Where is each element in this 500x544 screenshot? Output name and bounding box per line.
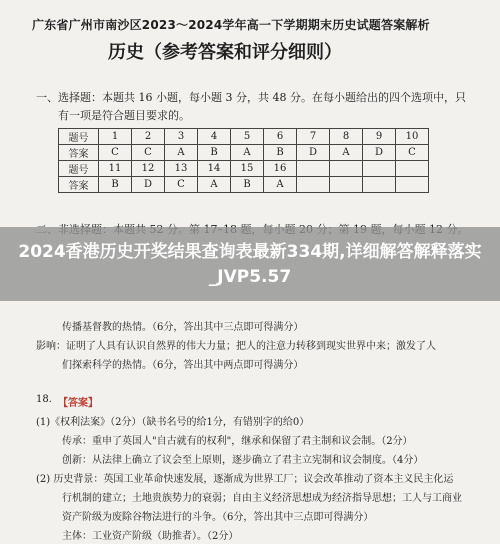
answer-table-row-header: 题号 [59, 161, 99, 177]
answer-table-cell: 13 [165, 161, 198, 177]
answer-table-row-header: 答案 [59, 177, 99, 193]
q18-number: 18. [36, 394, 52, 405]
answer-table-row [59, 145, 429, 161]
answer-table-cell: C [132, 145, 165, 161]
answer-table-cell [297, 177, 330, 193]
answer-table-cell: C [165, 177, 198, 193]
answer-table-cell [396, 161, 429, 177]
answer-table-cell: B [231, 177, 264, 193]
answer-table-cell: 11 [99, 161, 132, 177]
q18-item-1: (1)《权利法案》（2分）（缺书名号的给1分，有错别字的给0） [36, 417, 310, 428]
answer-table-cell [363, 161, 396, 177]
answer-table-cell [363, 177, 396, 193]
q18-item-7: 主体：工业资产阶级（助推者）。（2分） [62, 531, 239, 542]
answer-table-row-header: 题号 [59, 129, 99, 145]
answer-table-cell: 8 [330, 129, 363, 145]
q18-answer-tag: 【答案】 [58, 398, 98, 409]
overlay-banner-text: 2024香港历史开奖结果查询表最新334期,详细解答解释落实_JVP5.57 [18, 242, 482, 287]
q18-item-6: 资产阶级为废除谷物法进行的斗争。（6分，答出其中三点即可得满分） [62, 512, 374, 523]
answer-table-cell: D [132, 177, 165, 193]
answer-table-cell: 4 [198, 129, 231, 145]
q17-line-3: 们探索科学的热情。（6分，答出其中两点即可得满分） [62, 360, 304, 371]
answer-table-cell [330, 177, 363, 193]
answer-table-cell [330, 161, 363, 177]
answer-table-cell: 16 [264, 161, 297, 177]
answer-table-cell: 2 [132, 129, 165, 145]
subject-heading: 历史（参考答案和评分细则） [108, 42, 342, 63]
answer-table-cell: 5 [231, 129, 264, 145]
answer-table-cell: 12 [132, 161, 165, 177]
answer-table-cell: B [198, 145, 231, 161]
document-title: 广东省广州市南沙区2023～2024学年高一下学期期末历史试题答案解析 [32, 18, 430, 32]
answer-table-cell: A [231, 145, 264, 161]
answer-table-row-header: 答案 [59, 145, 99, 161]
answer-table-cell: D [363, 145, 396, 161]
answer-table-cell [396, 177, 429, 193]
answer-table-cell: A [330, 145, 363, 161]
answer-table [58, 128, 429, 193]
answer-table-cell: 1 [99, 129, 132, 145]
answer-table-cell: 3 [165, 129, 198, 145]
q18-item-5: 行机制的建立；土地贵族势力的衰弱；自由主义经济思想成为经济指导思想；工人与工商业 [62, 493, 462, 504]
q18-item-2: 传承：重申了英国人"自古就有的权利"，继承和保留了君主制和议会制。（2分） [62, 436, 413, 447]
answer-table-cell: C [396, 145, 429, 161]
answer-table-cell: D [297, 145, 330, 161]
q18-item-4: (2) 历史背景：英国工业革命快速发展，逐渐成为世界工厂；议会改革推动了资本主义民主化运 [36, 474, 454, 485]
answer-table-cell: B [264, 145, 297, 161]
answer-table-cell: 10 [396, 129, 429, 145]
q17-line-1: 传播基督教的热情。（6分，答出其中三点即可得满分） [62, 322, 304, 333]
section1-heading-line1: 一、选择题：本题共 16 小题，每小题 3 分，共 48 分。在每小题给出的四个选项中，只 [36, 91, 466, 104]
answer-table-cell: 7 [297, 129, 330, 145]
answer-table-cell: 14 [198, 161, 231, 177]
answer-table-cell: 9 [363, 129, 396, 145]
q17-line-2: 影响：证明了人具有认识自然界的伟大力量；把人的注意力转移到现实世界中来；激发了人 [36, 341, 436, 352]
answer-table-cell: C [99, 145, 132, 161]
answer-table-cell: 15 [231, 161, 264, 177]
answer-table-cell [297, 161, 330, 177]
section1-heading-line2: 有一项是符合题目要求的。 [58, 109, 190, 122]
answer-table-row [59, 161, 429, 177]
answer-table-cell: A [165, 145, 198, 161]
answer-table-cell: A [264, 177, 297, 193]
answer-table-row [59, 129, 429, 145]
q18-item-3: 创新：从法律上确立了议会至上原则，逐步确立了君主立宪制和议会制度。（4分） [62, 455, 424, 466]
answer-table-row [59, 177, 429, 193]
answer-table-cell: 6 [264, 129, 297, 145]
answer-table-cell: B [99, 177, 132, 193]
answer-table-cell: A [198, 177, 231, 193]
